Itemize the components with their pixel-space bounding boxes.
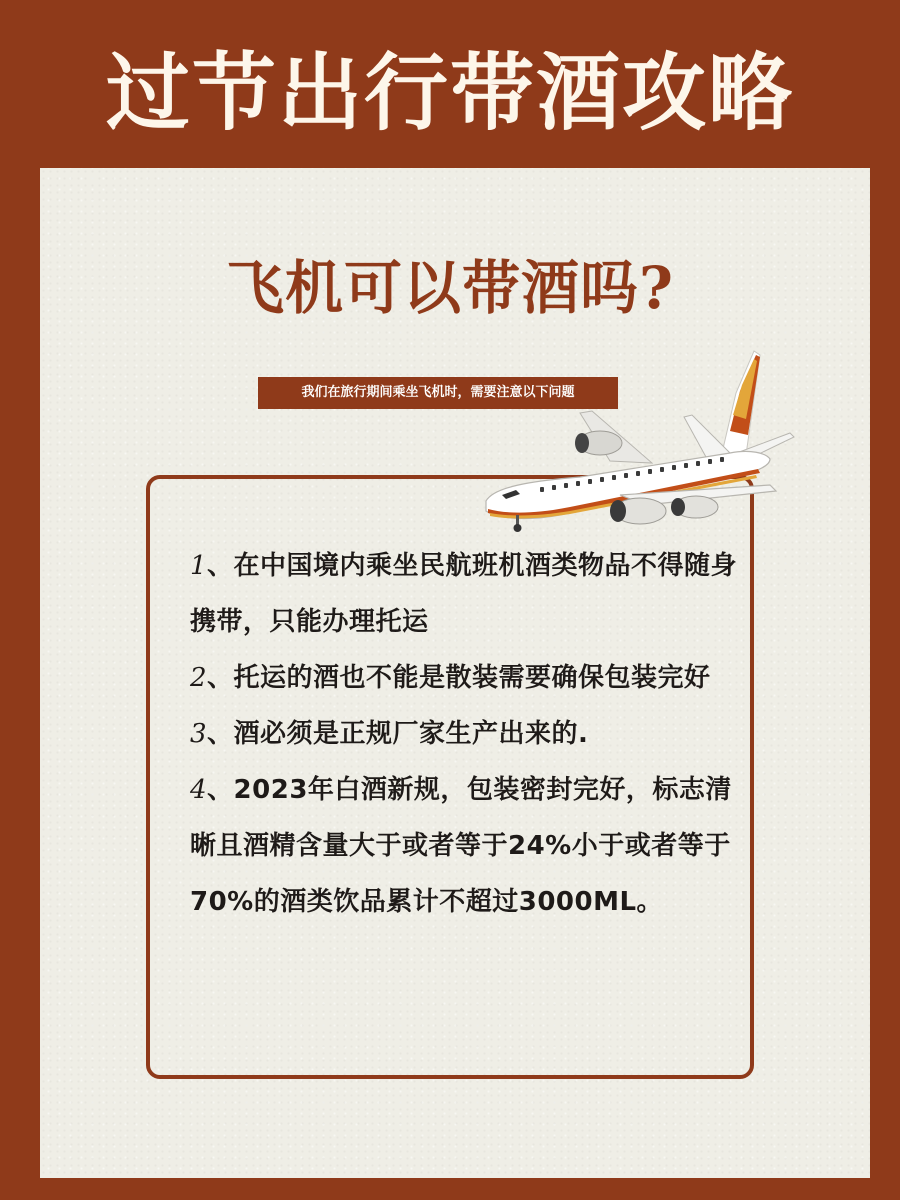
rule-item [190, 538, 750, 650]
page-title: 过节出行带酒攻略 [105, 43, 794, 142]
rule-text: 、在中国境内乘坐民航班机酒类物品不得随身携带，只能办理托运 [190, 551, 738, 637]
airplane-icon [470, 345, 800, 535]
rule-text: 、酒必须是正规厂家生产出来的. [207, 719, 589, 749]
info-tag: 我们在旅行期间乘坐飞机时，需要注意以下问题 [258, 377, 618, 409]
rule-item [190, 706, 750, 762]
rule-item [190, 650, 750, 706]
rule-text: 、托运的酒也不能是散装需要确保包装完好 [207, 663, 711, 693]
rule-number: 2 [190, 663, 208, 693]
rule-text: 、2023年白酒新规，包装密封完好，标志清晰且酒精含量大于或者等于24%小于或者等于70%的酒类饮品累计不超过3000ML。 [190, 775, 732, 917]
rule-number: 4 [190, 775, 208, 805]
rules-list [190, 538, 750, 930]
section-subtitle: 飞机可以带酒吗? [226, 254, 674, 322]
rule-number: 1 [190, 551, 208, 581]
rule-number: 3 [190, 719, 208, 749]
rule-item [190, 762, 750, 930]
